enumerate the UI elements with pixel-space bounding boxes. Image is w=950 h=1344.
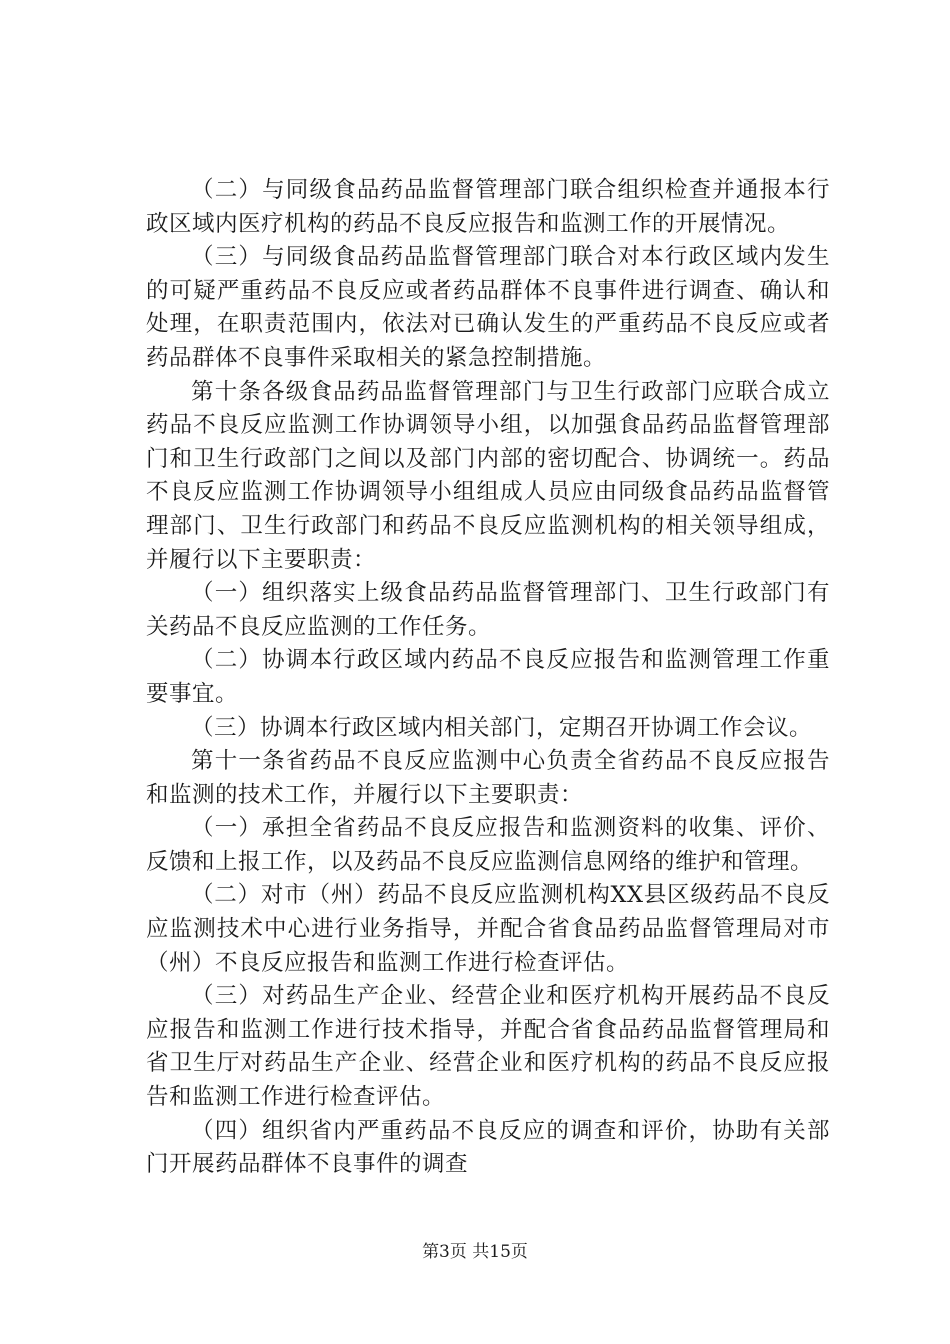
paragraph: （一）承担全省药品不良反应报告和监测资料的收集、评价、反馈和上报工作，以及药品不良反应监测信息网络的维护和管理。 xyxy=(146,815,830,875)
paragraph: （二）对市（州）药品不良反应监测机构XX县区级药品不良反应监测技术中心进行业务指导，并配合省食品药品监督管理局对市（州）不良反应报告和监测工作进行检查评估。 xyxy=(146,882,830,976)
paragraph: （三）协调本行政区域内相关部门，定期召开协调工作会议。 xyxy=(191,714,813,741)
paragraph: 第十条各级食品药品监督管理部门与卫生行政部门应联合成立药品不良反应监测工作协调领导小组，以加强食品药品监督管理部门和卫生行政部门之间以及部门内部的密切配合、协调统一。药品不良反应监测工作协调领导小组组成人员应由同级食品药品监督管理部门、卫生行政部门和药品不良反应监测机构的相关领导组成，并履行以下主要职责： xyxy=(146,378,830,573)
page-number-label: 第3页 共15页 xyxy=(422,1242,528,1262)
document-body xyxy=(146,174,830,1182)
paragraph: （三）与同级食品药品监督管理部门联合对本行政区域内发生的可疑严重药品不良反应或者药品群体不良事件进行调查、确认和处理，在职责范围内，依法对已确认发生的严重药品不良反应或者药品群体不良事件采取相关的紧急控制措施。 xyxy=(146,244,830,371)
page-footer xyxy=(0,1241,950,1263)
paragraph: （一）组织落实上级食品药品监督管理部门、卫生行政部门有关药品不良反应监测的工作任务。 xyxy=(146,580,830,640)
paragraph: （四）组织省内严重药品不良反应的调查和评价，协助有关部门开展药品群体不良事件的调查 xyxy=(146,1117,830,1178)
paragraph: （二）协调本行政区域内药品不良反应报告和监测管理工作重要事宜。 xyxy=(146,647,830,707)
paragraph: （三）对药品生产企业、经营企业和医疗机构开展药品不良反应报告和监测工作进行技术指导，并配合省食品药品监督管理局和省卫生厅对药品生产企业、经营企业和医疗机构的药品不良反应报告和监测工作进行检查评估。 xyxy=(146,983,830,1111)
paragraph: 第十一条省药品不良反应监测中心负责全省药品不良反应报告和监测的技术工作，并履行以下主要职责： xyxy=(146,748,830,808)
paragraph: （二）与同级食品药品监督管理部门联合组织检查并通报本行政区域内医疗机构的药品不良反应报告和监测工作的开展情况。 xyxy=(146,177,830,237)
